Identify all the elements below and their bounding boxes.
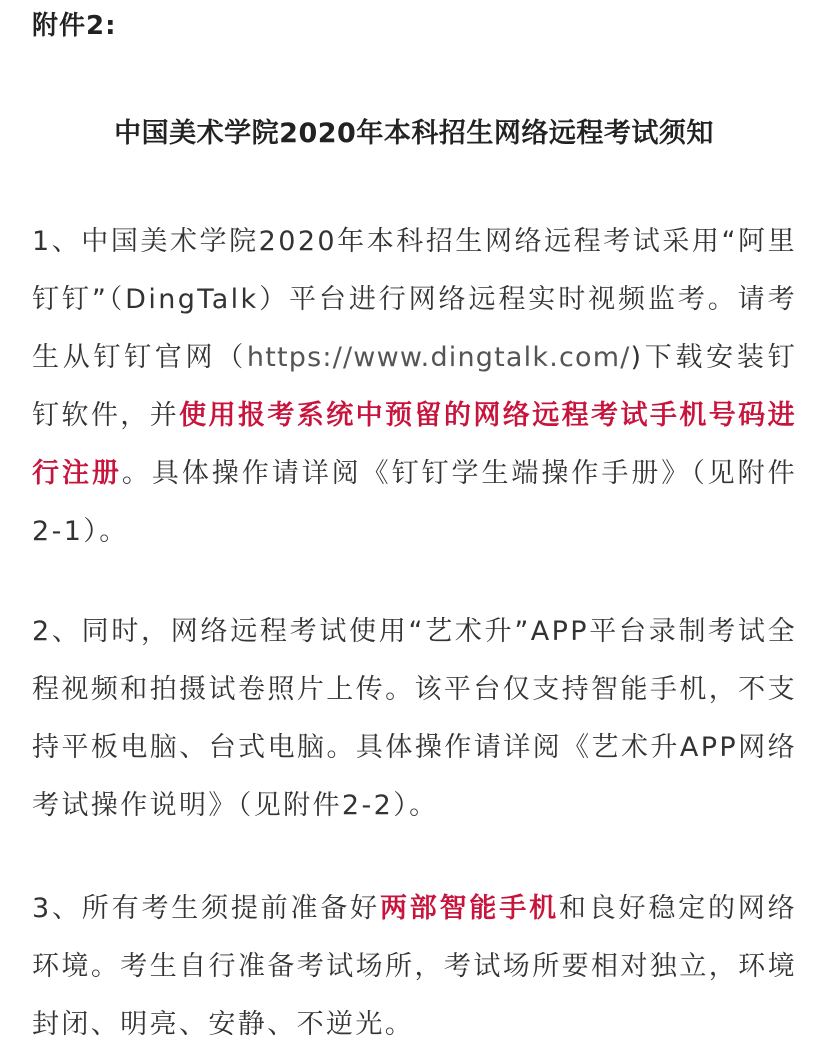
paragraph-1-highlight: 使用报考系统中预留的网络远程考试手机号码进行注册 xyxy=(32,400,797,489)
paragraph-3 xyxy=(32,880,797,1054)
attachment-label: 附件2: xyxy=(32,11,117,41)
paragraph-3-highlight: 两部智能手机 xyxy=(379,893,559,924)
paragraph-1-text-b: )下载安装钉钉软件，并 xyxy=(32,342,797,431)
paragraph-3-text-a: 3、所有考生须提前准备好 xyxy=(32,893,380,924)
paragraph-2-text: 2、同时，网络远程考试使用“艺术升”APP平台录制考试全程视频和拍摄试卷照片上传。该平台仅支持智能手机，不支持平板电脑、台式电脑。具体操作请详阅《艺术升APP网络考试操作说明》（见附件2-2）。 xyxy=(32,616,797,821)
paragraph-1-text-a: 1、中国美术学院2020年本科招生网络远程考试采用“阿里钉钉”（DingTalk）平台进行网络远程实时视频监考。请考生从钉钉官网（ xyxy=(32,226,797,373)
dingtalk-url-link[interactable]: https://www.dingtalk.com/ xyxy=(246,342,631,373)
paragraph-1-text-c: 。具体操作请详阅《钉钉学生端操作手册》（见附件2-1）。 xyxy=(32,458,798,547)
paragraph-1 xyxy=(32,213,797,561)
page-title: 中国美术学院2020年本科招生网络远程考试须知 xyxy=(114,118,714,149)
paragraph-2 xyxy=(32,603,797,835)
paragraph-3-text-b: 和良好稳定的网络环境。考生自行准备考试场所，考试场所要相对独立，环境封闭、明亮、安静、不逆光。 xyxy=(32,893,798,1040)
